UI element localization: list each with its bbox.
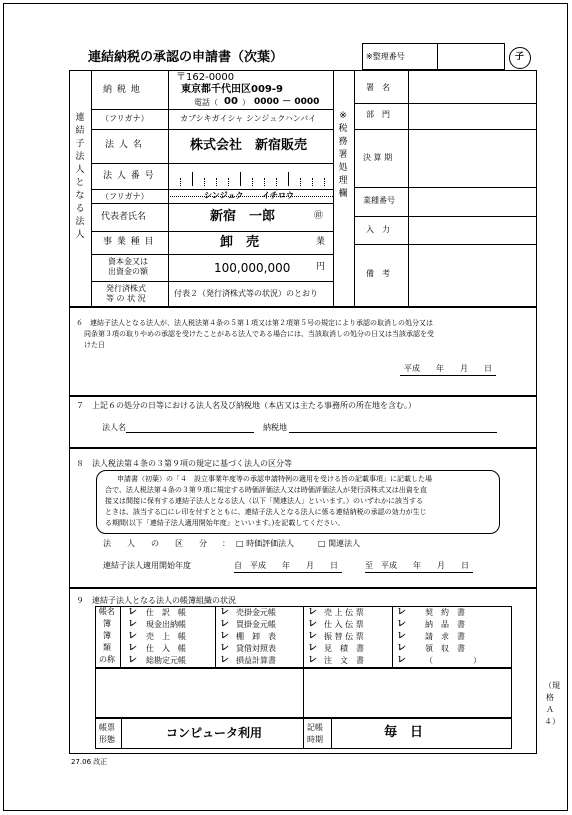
section7-name-label: 法人名 [102,423,126,432]
book-item: 見 積 書 [324,644,364,653]
form-label-2: 形態 [99,735,115,744]
shares-value: 付表２（発行済株式等の状況）のとおり [174,289,318,298]
check-icon[interactable]: レ [397,631,407,641]
section8-title: ８ 法人税法第４条の３第９項の規定に基づく法人の区分等 [76,459,292,468]
form-label-1: 帳票 [99,723,115,732]
check-icon[interactable]: レ [397,619,407,629]
check-icon[interactable]: レ [220,619,230,629]
section7-place-line[interactable] [289,432,497,433]
capital-label-2: 出資金の額 [108,267,148,276]
timing-label-2: 時期 [307,735,323,744]
timing-label-1: 記帳 [307,723,323,732]
section9-title: ９ 連結子法人となる法人の帳簿組織の状況 [76,596,236,605]
office-row-industry: 業種番号 [363,196,395,205]
section8-note-3: 接又は間接に保有する連結子法人となる法人（以下「関連法人」といいます。）のいずれかに該当する [105,497,423,505]
check-icon[interactable]: レ [397,643,407,653]
check-icon[interactable]: レ [308,643,318,653]
check-icon[interactable]: レ [220,643,230,653]
check-icon[interactable]: レ [128,619,138,629]
furigana-label: （フリガナ） [101,114,149,123]
check-icon[interactable]: レ [397,607,407,617]
book-item: 契 約 書 [425,608,465,617]
check-icon[interactable]: レ [308,619,318,629]
check-icon[interactable]: レ [128,655,138,665]
check-icon[interactable]: レ [128,643,138,653]
capital-unit: 円 [316,262,326,272]
book-item: 仕 入 帳 [146,644,186,653]
books-side-4: 類 [103,643,111,652]
section7-place-label: 納税地 [263,423,287,432]
books-side-3: 簿 [103,631,111,640]
rep-name-value[interactable]: 新宿 一郎 [210,209,276,224]
book-item: 棚 卸 表 [236,632,276,641]
section6-text-3: けた日 [84,341,105,349]
seal-icon: ㊞ [314,211,324,221]
book-item: 振 替 伝 票 [324,632,364,641]
books-side-1: 帳名 [99,607,115,616]
section6-text-1: ６ 連結子法人となる法人が、法人税法第４条の５第１項又は第２項第５号の規定により承認の取消しの処分又は [76,319,433,327]
corp-name-value[interactable]: 株式会社 新宿販売 [190,138,308,153]
book-item: 売 上 帳 [146,632,186,641]
section7-text: ７ 上記６の処分の日等における法人名及び納税地（本店又は主たる事務所の所在地を含む。） [76,401,416,410]
capital-value[interactable]: 100,000,000 [214,261,291,275]
section8-colon: ： [222,539,230,548]
section8-period-label: 連結子法人適用開始年度 [103,561,191,570]
book-item: 買掛金元帳 [236,620,276,629]
book-item: 納 品 書 [425,620,465,629]
registration-number-label: ※整理番号 [366,52,405,61]
office-row-signature: 署 名 [366,83,390,92]
check-icon[interactable]: レ [308,655,318,665]
tax-place-label: 納 税 地 [103,85,141,95]
paper-size-note: （規格Ａ４） [544,681,560,726]
option-related-corp[interactable]: □ 関連法人 [318,539,361,548]
tax-office-side-label: ※税務署処理欄 [338,111,348,199]
corp-name-label: 法 人 名 [105,140,143,150]
office-row-input: 入 力 [366,225,390,234]
section8-note-5: る期間(以下「連結子法人適用開始年度」といいます。)を記載してください。 [105,519,345,527]
books-side-5: の称 [99,655,115,664]
business-value[interactable]: 卸 売 [220,235,260,250]
book-item: 領 収 書 [425,644,465,653]
capital-label-1: 資本金又は [108,257,148,266]
section6-date[interactable]: 平成 年 月 日 [404,364,492,373]
check-icon[interactable]: レ [128,631,138,641]
section8-note-1: 申請書（初葉）の「４ 設立事業年度等の承認申請特例の適用を受ける旨の記載事項」に記載した場 [117,475,432,483]
rep-name-label: 代表者氏名 [101,212,147,222]
book-item: 総勘定元帳 [146,656,186,665]
section8-from-date[interactable]: 平成 年 月 日 [250,561,338,570]
timing-value[interactable]: 毎 日 [384,725,424,740]
office-row-fiscal: 決 算 期 [363,153,393,162]
check-icon[interactable]: レ [308,607,318,617]
form-value[interactable]: コンピュータ利用 [166,726,263,740]
corp-number-label: 法 人 番 号 [103,171,155,181]
shares-label-2: 等 の 状 況 [106,294,146,303]
book-item: 貸借対照表 [236,644,276,653]
book-item: 売掛金元帳 [236,608,276,617]
check-icon[interactable]: レ [220,607,230,617]
check-icon[interactable]: レ [220,631,230,641]
rep-kana-family[interactable]: シンジュク [204,191,244,200]
phone-field[interactable]: 電話（ 00 ） 0000 － 0000 [194,96,320,107]
form-title: 連結納税の承認の申請書（次葉） [88,50,284,65]
check-icon[interactable]: レ [397,655,407,665]
section6-text-2: 同条第３項の取りやめの承認を受けたことがある法人である場合には、当該取消しの処分の日又は当該承認を受 [84,330,434,338]
revision-note: 27.06 改正 [71,758,108,766]
child-circle-mark: 子 [509,47,531,69]
section8-category-label: 法 人 の 区 分 [103,539,207,548]
book-item: 売 上 伝 票 [324,608,364,617]
books-side-2: 簿 [103,619,111,628]
book-item: 仕 訳 帳 [146,608,186,617]
option-market-value-corp[interactable]: □ 時価評価法人 [236,539,295,548]
check-icon[interactable]: レ [128,607,138,617]
section8-from-label: 自 [234,561,242,570]
section7-name-line[interactable] [126,432,254,433]
corp-kana-value[interactable]: カブシキガイシャ シンジュクハンバイ [180,114,317,123]
section8-to-label: 至 [365,561,373,570]
rep-furigana-label: （フリガナ） [101,192,149,201]
subsidiary-side-label: 連結子法人となる法人 [75,113,85,240]
section8-note-4: ときは、該当する□にレ印を付すとともに、連結子法人となる法人に係る連結納税の承認の効力が生じ [105,508,427,516]
office-row-section: 部 門 [366,110,390,119]
book-item: 請 求 書 [425,632,465,641]
address-value[interactable]: 東京都千代田区009-9 [181,84,283,95]
section8-note-2: 合で、法人税法第４条の３第９項に規定する時価評価法人又は時価評価法人が発行済株式又は出資を直 [105,486,427,494]
book-item: 仕 入 伝 票 [324,620,364,629]
book-item: 現金出納帳 [146,620,186,629]
check-icon[interactable]: レ [220,655,230,665]
book-item: 損益計算書 [236,656,276,665]
book-item: （ ） [425,656,481,665]
book-item: 注 文 書 [324,656,364,665]
rep-kana-given[interactable]: イチロウ [262,191,294,200]
shares-label-1: 発行済株式 [106,284,146,293]
business-label: 事 業 種 目 [103,237,155,247]
check-icon[interactable]: レ [308,631,318,641]
postal-code[interactable]: 〒162-0000 [176,72,235,83]
office-row-remarks: 備 考 [366,269,390,278]
business-suffix: 業 [316,237,326,247]
section8-to-date[interactable]: 平成 年 月 日 [381,561,469,570]
corp-number-boxes[interactable] [180,172,330,186]
